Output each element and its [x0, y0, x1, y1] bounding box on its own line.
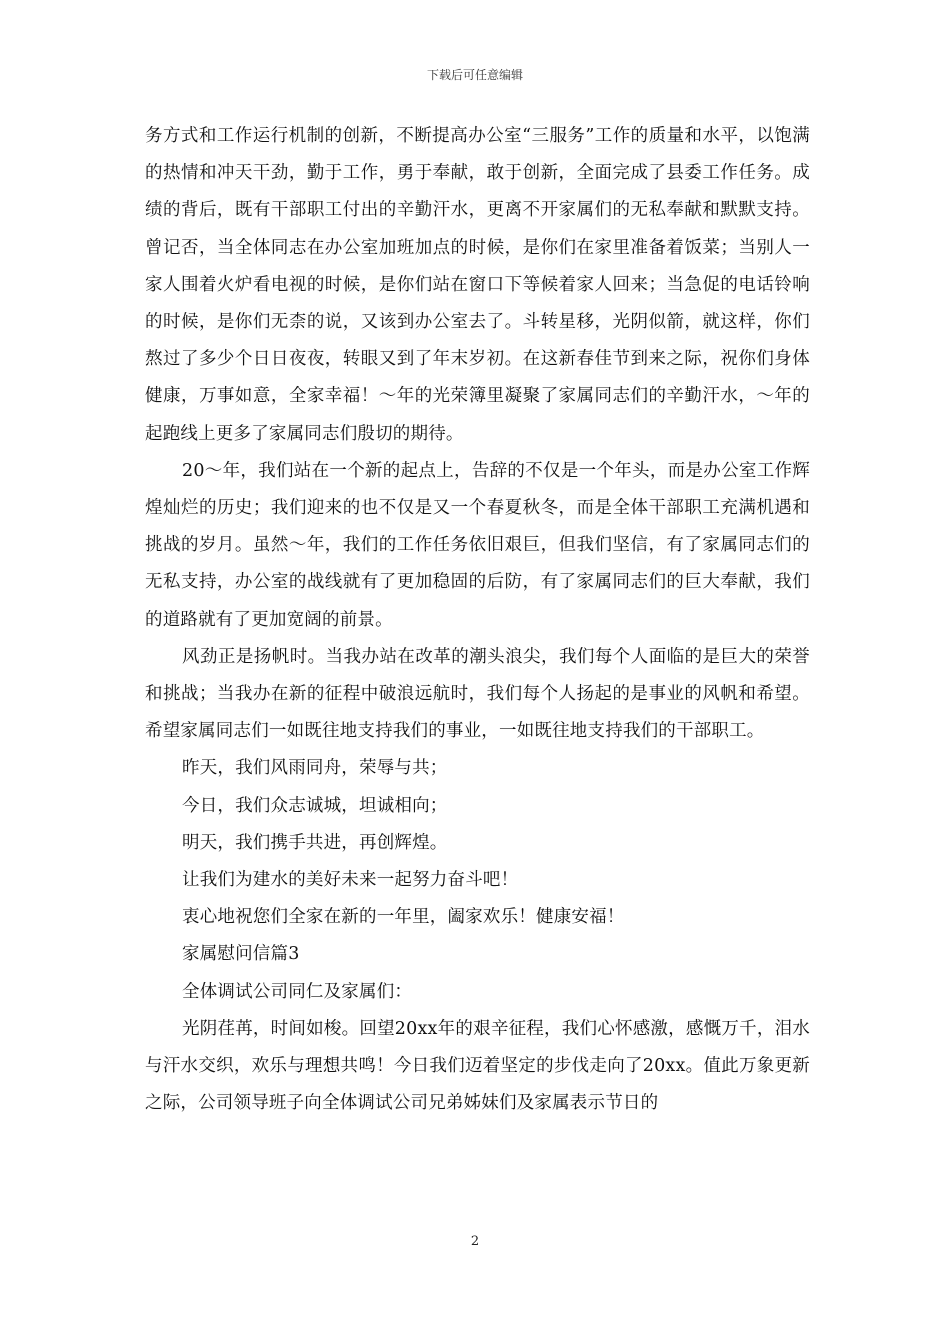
section-title: 家属慰问信篇3 — [182, 944, 300, 965]
paragraph: 风劲正是扬帆时。当我办站在改革的潮头浪尖，我们每个人面临的是巨大的荣誉和挑战；当我办在新的征程中破浪远航时，我们每个人扬起的是事业的风帆和希望。希望家属同志们一如既往地支持我们的事业，一如既往地支持我们的干部职工。 — [145, 646, 810, 742]
paragraph-line: 让我们为建水的美好未来一起努力奋斗吧！ — [182, 870, 519, 891]
salutation: 全体调试公司同仁及家属们： — [182, 981, 413, 1002]
header-note: 下载后可任意编辑 — [426, 68, 523, 82]
paragraph-line: 今日，我们众志诚城，坦诚相向； — [182, 795, 448, 816]
paragraph-line: 昨天，我们风雨同舟，荣辱与共； — [182, 758, 448, 779]
paragraph-line: 明天，我们携手共进，再创辉煌。 — [182, 832, 448, 853]
paragraph: 20～年，我们站在一个新的起点上，告辞的不仅是一个年头，而是办公室工作辉煌灿烂的历史；我们迎来的也不仅是又一个春夏秋冬，而是全体干部职工充满机遇和挑战的岁月。虽然～年，我们的工作任务依旧艰巨，但我们坚信，有了家属同志们的无私支持，办公室的战线就有了更加稳固的后防，有了家属同志们的巨大奉献，我们的道路就有了更加宽阔的前景。 — [145, 460, 810, 630]
page-number: 2 — [470, 1234, 480, 1249]
paragraph-line: 衷心地祝您们全家在新的一年里，阖家欢乐！健康安福！ — [182, 907, 625, 928]
paragraph-continued: 务方式和工作运行机制的创新，不断提高办公室“三服务”工作的质量和水平，以饱满的热情和冲天干劲，勤于工作，勇于奉献，敢于创新，全面完成了县委工作任务。成绩的背后，既有干部职工付出的辛勤汗水，更离不开家属们的无私奉献和默默支持。曾记否，当全体同志在办公室加班加点的时候，是你们在家里准备着饭菜；当别人一家人围着火炉看电视的时候，是你们站在窗口下等候着家人回来；当急促的电话铃响的时候，是你们无柰的说，又该到办公室去了。斗转星移，光阴似箭，就这样，你们熬过了多少个日日夜夜，转眼又到了年末岁初。在这新春佳节到来之际，祝你们身体健康，万事如意，全家幸福！～年的光荣簿里凝聚了家属同志们的辛勤汗水，～年的起跑线上更多了家属同志们殷切的期待。 — [145, 126, 810, 444]
document-body — [145, 118, 810, 1122]
paragraph: 光阴荏苒，时间如梭。回望20xx年的艰辛征程，我们心怀感激，感慨万千，泪水与汗水交织，欢乐与理想共鸣！今日我们迈着坚定的步伐走向了20xx。值此万象更新之际，公司领导班子向全体调试公司兄弟姊妹们及家属表示节日的 — [145, 1018, 810, 1114]
